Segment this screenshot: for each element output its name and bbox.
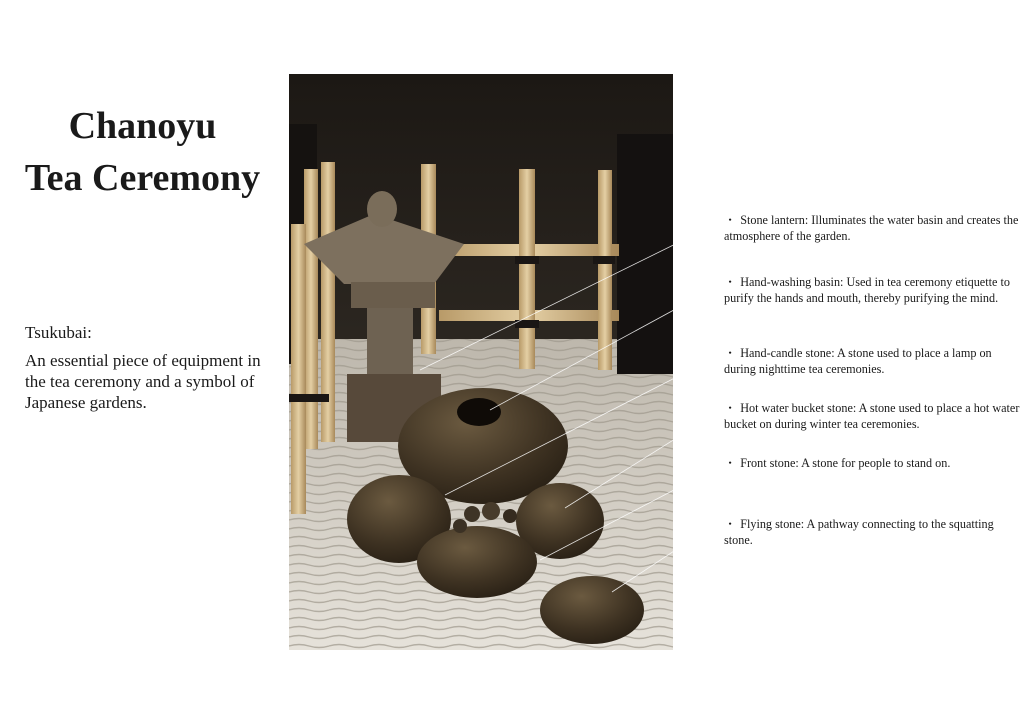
bullet: ・ bbox=[724, 213, 737, 227]
callout-text: Front stone: A stone for people to stand on. bbox=[740, 456, 951, 470]
bullet: ・ bbox=[724, 456, 737, 470]
bullet: ・ bbox=[724, 275, 737, 289]
callout-hot-water-bucket-stone bbox=[724, 400, 1022, 432]
callout-text: Flying stone: A pathway connecting to the squatting stone. bbox=[724, 517, 994, 547]
callout-text: Hot water bucket stone: A stone used to place a hot water bucket on during winter tea ceremonies. bbox=[724, 401, 1020, 431]
page-title bbox=[0, 100, 285, 204]
callout-text: Hand-candle stone: A stone used to place a lamp on during nighttime tea ceremonies. bbox=[724, 346, 992, 376]
bullet: ・ bbox=[724, 401, 737, 415]
callout-hand-washing-basin bbox=[724, 274, 1022, 306]
bullet: ・ bbox=[724, 517, 737, 531]
callout-flying-stone bbox=[724, 516, 1022, 548]
subject-description: An essential piece of equipment in the tea ceremony and a symbol of Japanese gardens. bbox=[25, 351, 261, 412]
callout-stone-lantern bbox=[724, 212, 1022, 244]
tsukubai-photo bbox=[289, 74, 673, 650]
bullet: ・ bbox=[724, 346, 737, 360]
callout-front-stone bbox=[724, 455, 1022, 471]
callout-text: Hand-washing basin: Used in tea ceremony etiquette to purify the hands and mouth, thereby purifying the mind. bbox=[724, 275, 1010, 305]
callout-hand-candle-stone bbox=[724, 345, 1022, 377]
title-line-1: Chanoyu bbox=[68, 105, 217, 147]
subject-heading: Tsukubai: bbox=[25, 323, 92, 342]
title-line-2: Tea Ceremony bbox=[24, 157, 261, 199]
callout-text: Stone lantern: Illuminates the water basin and creates the atmosphere of the garden. bbox=[724, 213, 1019, 243]
